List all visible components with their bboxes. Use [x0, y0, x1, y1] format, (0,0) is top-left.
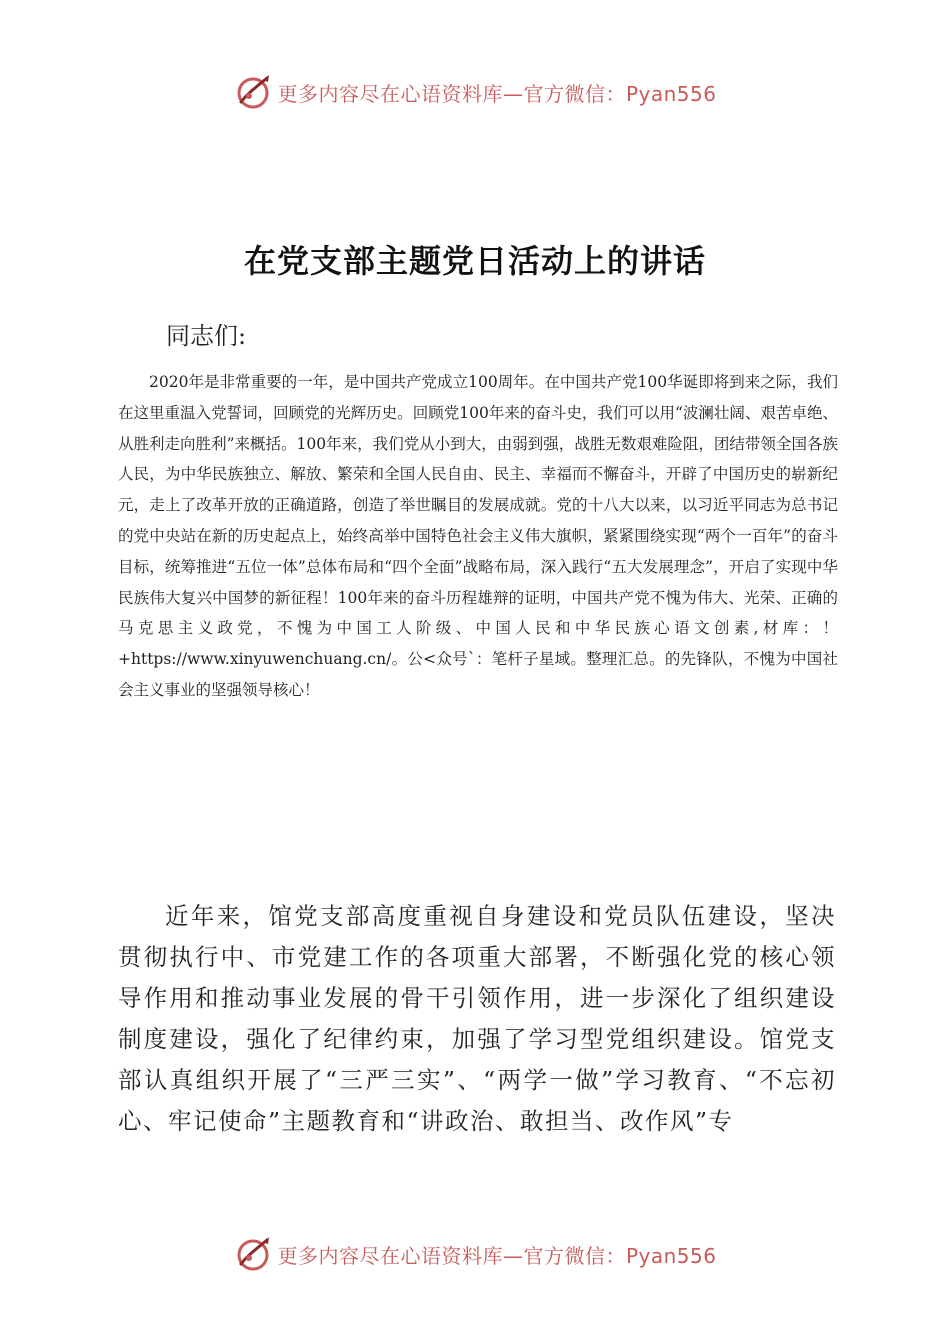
body-paragraph-1: 2020年是非常重要的一年，是中国共产党成立100周年。在中国共产党100华诞即将到来之际，我们在这里重温入党誓词，回顾党的光辉历史。回顾党100年来的奋斗史，我们可以用“波澜壮阔、艰苦卓绝、从胜利走向胜利”来概括。100年来，我们党从小到大，由弱到强，战胜无数艰难险阻，团结带领全国各族人民，为中华民族独立、解放、繁荣和全国人民自由、民主、幸福而不懈奋斗，开辟了中国历史的崭新纪元，走上了改革开放的正确道路，创造了举世瞩目的发展成就。党的十八大以来，以习近平同志为总书记的党中央站在新的历史起点上，始终高举中国特色社会主义伟大旗帜，紧紧围绕实现“两个一百年”的奋斗目标，统筹推进“五位一体”总体布局和“四个全面”战略布局，深入践行“五大发展理念”，开启了实现中华民族伟大复兴中国梦的新征程！100年来的奋斗历程雄辩的证明，中国共产党不愧为伟大、光荣、正确的马克思主义政党，不愧为中国工人阶级、中国人民和中华民族心语文创素,材库：！+https://www.xinyuwenchuang.cn/。公<众号`：笔杆子星域。整理汇总。的先锋队，不愧为中国社会主义事业的坚强领导核心！ — [118, 373, 838, 699]
body-paragraph-2: 近年来，馆党支部高度重视自身建设和党员队伍建设，坚决贯彻执行中、市党建工作的各项重大部署，不断强化党的核心领导作用和推动事业发展的骨干引领作用，进一步深化了组织建设制度建设，强化了纪律约束，加强了学习型党组织建设。馆党支部认真组织开展了“三严三实”、“两学一做”学习教育、“不忘初心、牢记使命”主题教育和“讲政治、敢担当、改作风”专 — [118, 902, 836, 1135]
header-watermark — [0, 70, 950, 114]
salutation: 同志们: — [166, 322, 247, 350]
brush-logo-icon — [233, 1234, 273, 1274]
document-title: 在党支部主题党日活动上的讲话 — [243, 242, 706, 280]
watermark-text: 更多内容尽在心语资料库—官方微信：Pyan556 — [277, 1243, 717, 1268]
footer-watermark — [0, 1232, 950, 1276]
brush-logo-icon — [233, 72, 273, 112]
watermark-text: 更多内容尽在心语资料库—官方微信：Pyan556 — [277, 81, 717, 106]
